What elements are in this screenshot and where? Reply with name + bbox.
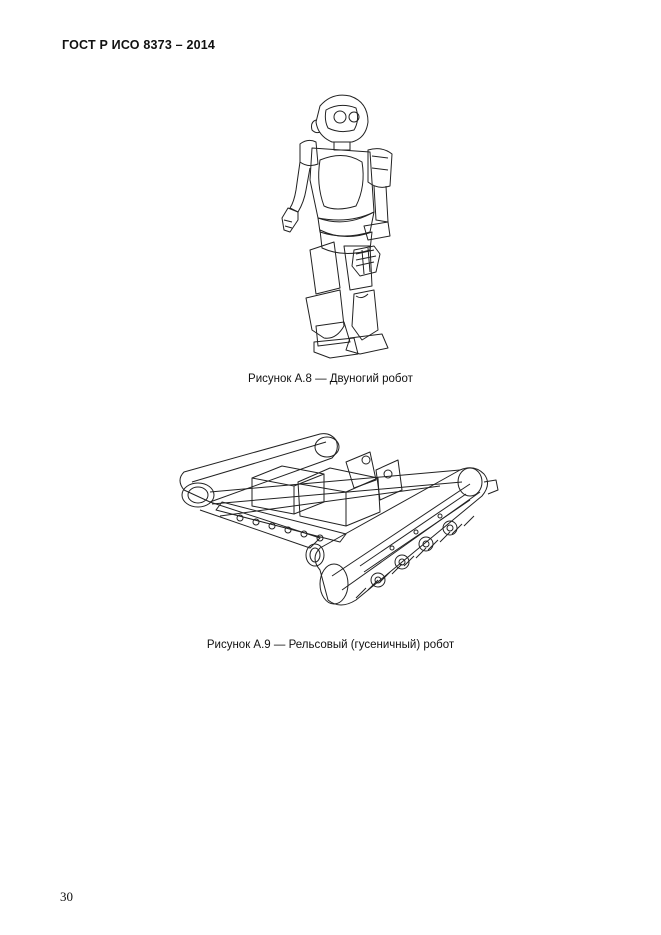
- page-number: 30: [60, 889, 73, 904]
- figure-caption-a9: Рисунок А.9 — Рельсовый (гусеничный) робот: [206, 639, 455, 651]
- biped-robot-illustration: [270, 90, 400, 365]
- figure-tracked-robot: [170, 430, 510, 620]
- document-header: ГОСТ Р ИСО 8373 – 2014: [62, 38, 216, 52]
- figure-biped-robot: [270, 90, 400, 365]
- figure-caption-a8: Рисунок А.8 — Двуногий робот: [248, 373, 413, 385]
- tracked-robot-illustration: [170, 430, 510, 620]
